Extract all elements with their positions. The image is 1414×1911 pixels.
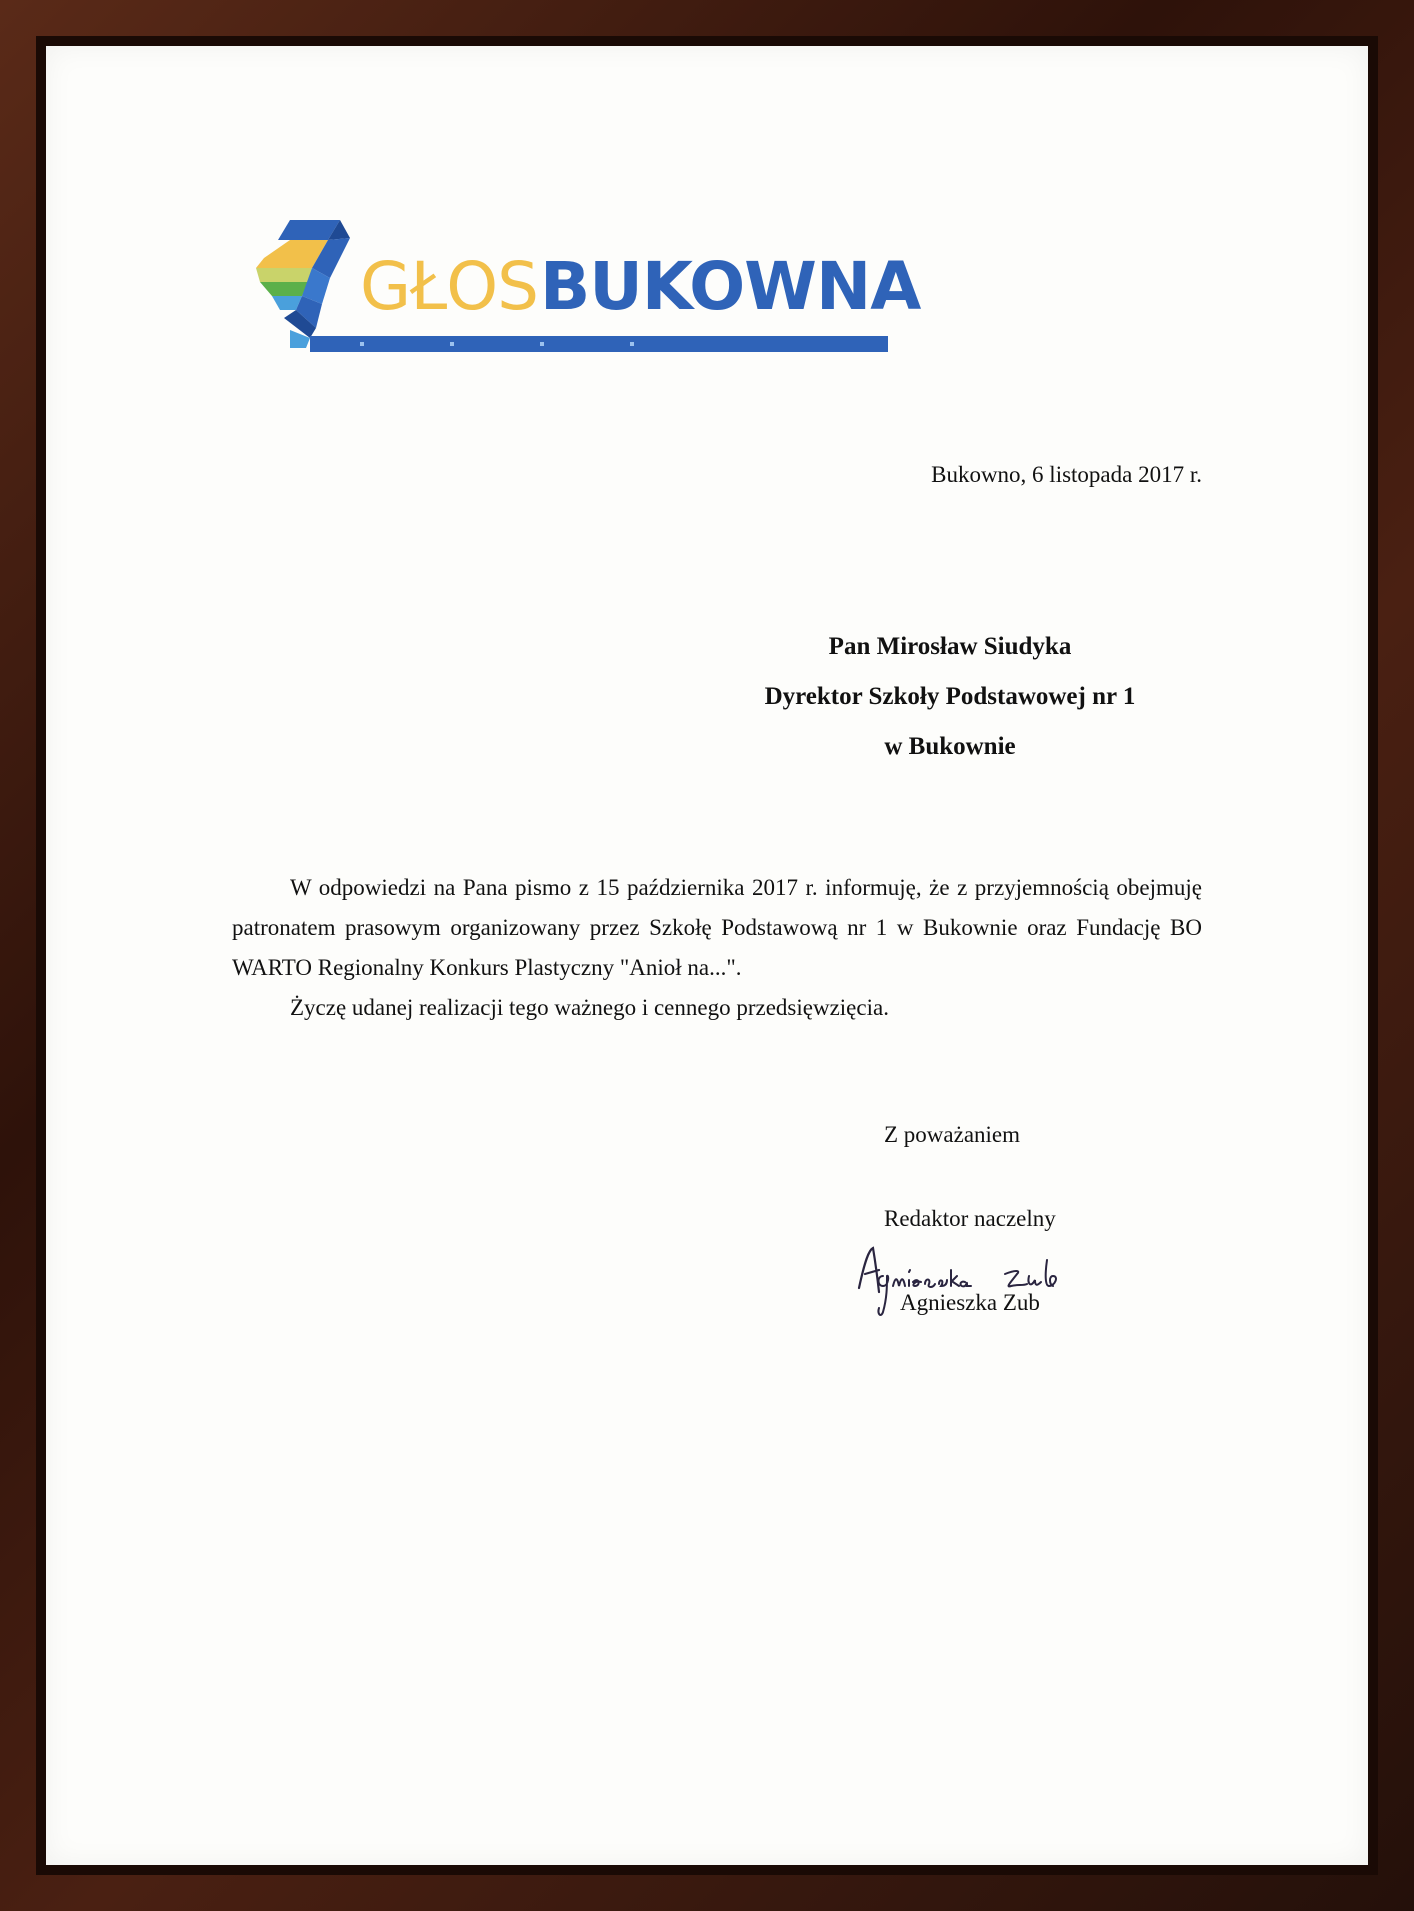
recipient-title: Dyrektor Szkoły Podstawowej nr 1 [764,683,1136,710]
glos-bukowna-logo [250,218,921,378]
logo-word-bukowna: BUKOWNA [540,248,921,325]
body-paragraph: Życzę udanej realizacji tego ważnego i cennego przedsięwzięcia. [290,995,889,1020]
body-paragraph: W odpowiedzi na Pana pismo z 15 października 2017 r. informuję, że z przyjemnością obejmuję patronatem prasowym organizowany przez Szkołę Podstawową nr 1 w Bukownie oraz Fundację BO WARTO Regionalny Konkurs Plastyczny "Anioł na...". [232,875,1202,980]
letter-body [232,868,1202,1028]
signer-role: Redaktor naczelny [884,1206,1056,1231]
logo-word-glos: GŁOS [360,248,539,325]
letter-date: Bukowno, 6 listopada 2017 r. [931,462,1202,487]
signer-name: Agnieszka Zub [900,1290,1040,1315]
recipient-name: Pan Mirosław Siudyka [828,633,1072,660]
recipient-location: w Bukownie [884,733,1016,760]
closing-salutation: Z poważaniem [884,1122,1021,1147]
recipient-block [700,622,1200,772]
